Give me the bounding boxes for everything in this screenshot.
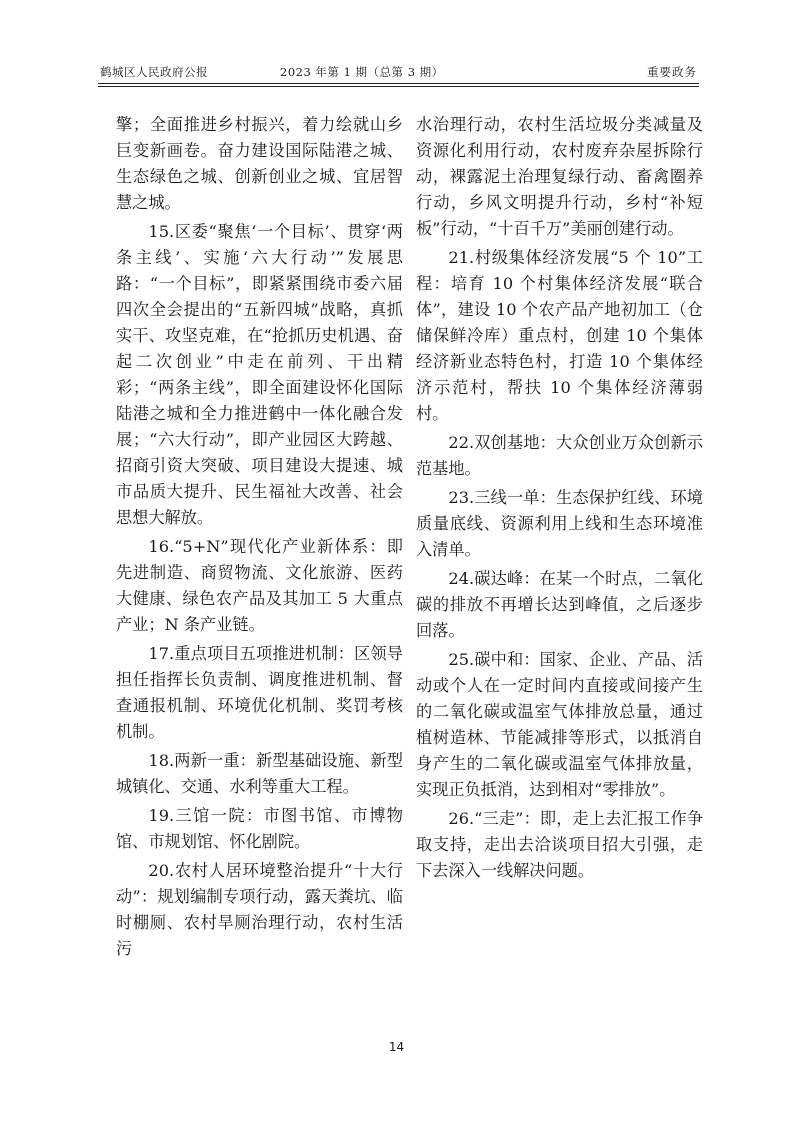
paragraph: 22.双创基地：大众创业万众创新示范基地。 [416, 433, 703, 478]
page-number: 14 [388, 1040, 405, 1054]
paragraph: 21.村级集体经济发展“5 个 10”工程：培育 10 个村集体经济发展“联合体”，建设 10 个农产品产地初加工（仓储保鲜冷库）重点村，创建 10 个集体经济新业态特色村，打造 10 个集体经济示范村，帮扶 10 个集体经济薄弱村。 [416, 248, 703, 423]
paragraph: 18.两新一重：新型基础设施、新型城镇化、交通、水利等重大工程。 [116, 751, 403, 796]
running-header [100, 60, 697, 80]
paragraph: 16.“5+N”现代化产业新体系：即先进制造、商贸物流、文化旅游、医药大健康、绿色农产品及其加工 5 大重点产业；N 条产业链。 [116, 537, 403, 634]
paragraph: 23.三线一单：生态保护红线、环境质量底线、资源利用上线和生态环境准入清单。 [416, 488, 703, 559]
paragraph: 擎；全面推进乡村振兴，着力绘就山乡巨变新画卷。奋力建设国际陆港之城、生态绿色之城、创新创业之城、宜居智慧之城。 [116, 115, 403, 212]
paragraph: 15.区委“聚焦‘一个目标’、贯穿‘两条主线’、实施‘六大行动’”发展思路：“一个目标”，即紧紧围绕市委六届四次全会提出的“五新四城”战略，真抓实干、攻坚克难，在“抢抓历史机遇、奋起二次创业”中走在前列、干出精彩；“两条主线”，即全面建设怀化国际陆港之城和全力推进鹤中一体化融合发展；“六大行动”，即产业园区大跨越、招商引资大突破、项目建设大提速、城市品质大提升、民生福祉大改善、社会思想大解放。 [116, 222, 403, 527]
paragraph: 20.农村人居环境整治提升“十大行动”：规划编制专项行动，露天粪坑、临时棚厕、农村旱厕治理行动，农村生活污 [116, 861, 403, 958]
header-rule-thin [98, 86, 699, 87]
paragraph: 24.碳达峰：在某一个时点，二氧化碳的排放不再增长达到峰值，之后逐步回落。 [416, 569, 703, 640]
right-column [416, 112, 703, 887]
header-rule-thick [98, 83, 699, 84]
paragraph: 26.“三走”：即，走上去汇报工作争取支持，走出去洽谈项目招大引强，走下去深入一线解决问题。 [416, 809, 703, 880]
issue-info: 2023 年第 1 期（总第 3 期） [280, 65, 444, 79]
paragraph: 25.碳中和：国家、企业、产品、活动或个人在一定时间内直接或间接产生的二氧化碳或温室气体排放总量，通过植树造林、节能减排等形式，以抵消自身产生的二氧化碳或温室气体排放量，实现正负抵消，达到相对“零排放”。 [416, 650, 703, 799]
paragraph: 19.三馆一院：市图书馆、市博物馆、市规划馆、怀化剧院。 [116, 806, 403, 851]
left-column [116, 112, 403, 965]
paragraph: 水治理行动，农村生活垃圾分类减量及资源化利用行动，农村废弃杂屋拆除行动，裸露泥土治理复绿行动、畜禽圈养行动，乡风文明提升行动，乡村“补短板”行动，“十百千万”美丽创建行动。 [416, 115, 703, 238]
section-name: 重要政务 [647, 65, 697, 79]
publication-name: 鹤城区人民政府公报 [100, 65, 208, 79]
paragraph: 17.重点项目五项推进机制：区领导担任指挥长负责制、调度推进机制、督查通报机制、环境优化机制、奖罚考核机制。 [116, 644, 403, 741]
